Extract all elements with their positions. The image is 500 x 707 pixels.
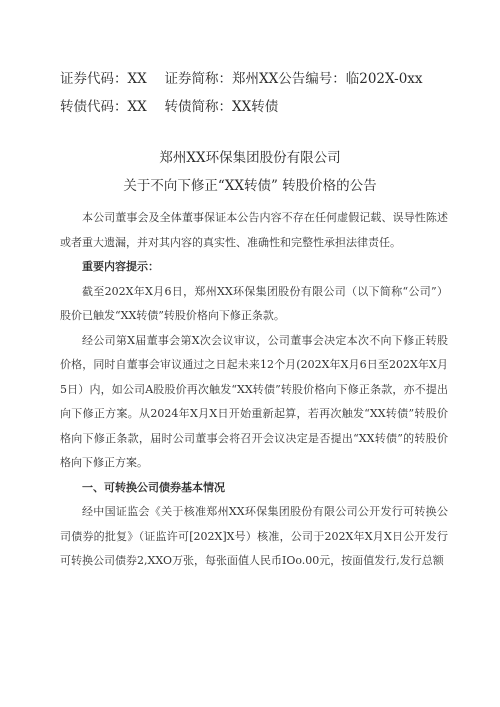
company-name: 郑州XX环保集团股份有限公司 — [159, 150, 341, 166]
key-point-trigger: 截至202X年X月6日，郑州XX环保集团股份有限公司（以下简称“公司”）股价已触发“XX转债”转股价格向下修正条款。 — [60, 284, 448, 322]
key-points-heading: 重要内容提示： — [82, 260, 159, 273]
bond-code-line: 转债代码：XX 转债简称：XX转债 — [60, 99, 279, 115]
board-statement: 本公司董事会及全体董事保证本公告内容不存在任何虚假记载、误导性陈述或者重大遗漏，并对其内容的真实性、准确性和完整性承担法律责任。 — [60, 211, 448, 249]
document-body — [60, 206, 448, 574]
announcement-title: 关于不向下修正“XX转债” 转股价格的公告 — [123, 178, 377, 194]
key-point-decision: 经公司第X届董事会第X次会议审议，公司董事会决定本次不向下修正转股价格，同时自董事会审议通过之日起未来12个月(202X年X月6日至202X年X月5日）内，如公司A股股价再次触发“XX转债”转股价格向下修正条款，亦不提出向下修正方案。从2024年X月X日开始重新起算，若再次触发“XX转债”转股价格向下修正条款，届时公司董事会将召开会议决定是否提出“XX转债”的转股价格向下修正方案。 — [60, 333, 448, 469]
section-1-paragraph: 经中国证监会《关于核准郑州XX环保集团股份有限公司公开发行可转换公司债券的批复》（证监许可[202X]X号）核准，公司于202X年X月X日公开发行可转换公司债券2,XXO万张，每张面值人民币IOo.00元，按面值发行,发行总额 — [60, 505, 448, 567]
section-1-heading: 一、可转换公司债券基本情况 — [82, 480, 225, 494]
securities-code-line: 证券代码：XX 证券简称：郑州XX公告编号：临202X-0xx — [60, 71, 423, 87]
